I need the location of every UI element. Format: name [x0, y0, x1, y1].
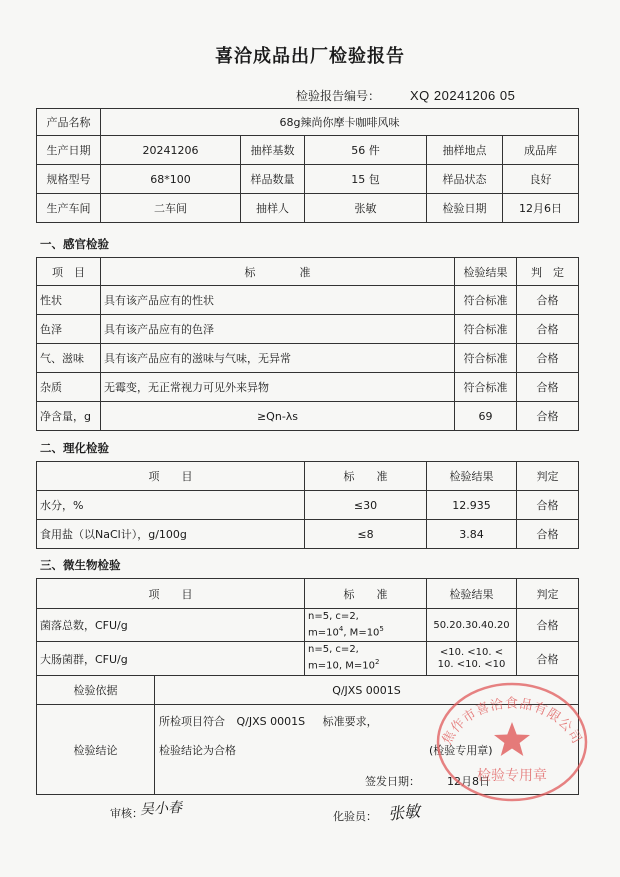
- row-standard: ≥Qn-λs: [101, 402, 455, 431]
- std-line: n=5, c=2,: [308, 644, 359, 656]
- conclusion-line-1: [159, 713, 378, 729]
- table-row: [37, 286, 579, 315]
- row-result: 符合标准: [455, 344, 517, 373]
- workshop: 二车间: [101, 194, 241, 223]
- micro-head-judge: 判定: [517, 579, 579, 609]
- physchem-head-standard: 标 准: [305, 462, 427, 491]
- conclusion-body: [155, 705, 579, 795]
- table-row: [37, 315, 579, 344]
- table-row: [37, 491, 579, 520]
- sensory-table: [36, 257, 579, 431]
- row-judge: 合格: [517, 491, 579, 520]
- info-table: [36, 108, 579, 223]
- row-item: 杂质: [37, 373, 101, 402]
- row-judge: 合格: [517, 609, 579, 642]
- sample-base-label: 抽样基数: [241, 136, 305, 165]
- row-standard: 具有该产品应有的滋味与气味，无异常: [101, 344, 455, 373]
- stamp-subtext: 检验专用章: [477, 768, 547, 784]
- stamp-arc-text: 焦作市喜洽食品有限公司: [439, 696, 585, 748]
- row-item: 性状: [37, 286, 101, 315]
- table-row: [37, 373, 579, 402]
- sample-base: 56 件: [305, 136, 427, 165]
- result-line: 10. <10. <10: [437, 658, 506, 670]
- issue-date: 12月8日: [447, 775, 490, 788]
- table-row: [37, 642, 579, 676]
- report-number-value: XQ 20241206 05: [410, 88, 516, 103]
- row-standard: [305, 642, 427, 676]
- product-name-label: 产品名称: [37, 109, 101, 136]
- spec-label: 规格型号: [37, 165, 101, 194]
- test-date-label: 检验日期: [427, 194, 503, 223]
- sensory-heading: 一、感官检验: [40, 237, 109, 251]
- sample-qty: 15 包: [305, 165, 427, 194]
- physchem-head-item: 项 目: [37, 462, 305, 491]
- sample-state: 良好: [503, 165, 579, 194]
- micro-head-standard: 标 准: [305, 579, 427, 609]
- std-line: [308, 623, 423, 639]
- basis-label: 检验依据: [37, 676, 155, 705]
- row-item: 气、滋味: [37, 344, 101, 373]
- row-result: [427, 642, 517, 676]
- row-judge: 合格: [517, 315, 579, 344]
- row-result: 符合标准: [455, 286, 517, 315]
- row-judge: 合格: [517, 286, 579, 315]
- product-name: 68g辣尚你摩卡咖啡风味: [101, 109, 579, 136]
- table-row: [37, 609, 579, 642]
- row-result: 69: [455, 402, 517, 431]
- table-row: [37, 344, 579, 373]
- row-item: 水分，%: [37, 491, 305, 520]
- physchem-head-result: 检验结果: [427, 462, 517, 491]
- sample-state-label: 样品状态: [427, 165, 503, 194]
- row-item: 菌落总数，CFU/g: [37, 609, 305, 642]
- std-part: , M=10: [343, 627, 380, 639]
- sensory-head-result: 检验结果: [455, 258, 517, 286]
- report-number: [296, 87, 515, 104]
- prod-date-label: 生产日期: [37, 136, 101, 165]
- row-judge: 合格: [517, 373, 579, 402]
- reviewer-signature: 吴小春: [139, 799, 183, 819]
- sensory-head-item: 项 目: [37, 258, 101, 286]
- row-standard: [305, 609, 427, 642]
- table-row: [37, 402, 579, 431]
- micro-heading: 三、微生物检验: [40, 558, 121, 572]
- row-judge: 合格: [517, 344, 579, 373]
- workshop-label: 生产车间: [37, 194, 101, 223]
- conclusion-line-2: 检验结论为合格: [159, 744, 236, 757]
- report-title: 喜洽成品出厂检验报告: [215, 46, 405, 67]
- std-line: [308, 656, 423, 672]
- std-line: n=5, c=2,: [308, 610, 359, 622]
- sampler: 张敏: [305, 194, 427, 223]
- sample-qty-label: 样品数量: [241, 165, 305, 194]
- std-exponent: 5: [379, 624, 384, 633]
- std-exponent: 2: [374, 658, 380, 667]
- sensory-head-judge: 判 定: [517, 258, 579, 286]
- conclusion-text: 所检项目符合: [159, 715, 225, 728]
- sensory-head-standard: 标 准: [101, 258, 455, 286]
- micro-head-result: 检验结果: [427, 579, 517, 609]
- reviewer-label: 审核：: [110, 807, 143, 820]
- result-line: <10. <10. <: [439, 646, 504, 658]
- prod-date: 20241206: [101, 136, 241, 165]
- conclusion-text: 标准要求，: [322, 715, 378, 728]
- report-number-label: 检验报告编号：: [296, 89, 381, 103]
- physchem-table: [36, 461, 579, 549]
- conclusion-label: 检验结论: [37, 705, 155, 795]
- test-date: 12月6日: [503, 194, 579, 223]
- physchem-heading: 二、理化检验: [40, 441, 109, 455]
- row-result: 50.20.30.40.20: [427, 609, 517, 642]
- spec: 68*100: [101, 165, 241, 194]
- sampler-label: 抽样人: [241, 194, 305, 223]
- std-part: m=10: [308, 627, 339, 639]
- row-result: 3.84: [427, 520, 517, 549]
- sample-place: 成品库: [503, 136, 579, 165]
- sample-place-label: 抽样地点: [427, 136, 503, 165]
- physchem-head-judge: 判定: [517, 462, 579, 491]
- row-item: 色泽: [37, 315, 101, 344]
- row-standard: 具有该产品应有的性状: [101, 286, 455, 315]
- row-standard: ≤8: [305, 520, 427, 549]
- row-standard: ≤30: [305, 491, 427, 520]
- row-judge: 合格: [517, 402, 579, 431]
- std-exponent: 4: [338, 624, 344, 633]
- row-result: 12.935: [427, 491, 517, 520]
- row-judge: 合格: [517, 642, 579, 676]
- stamp-note: (检验专用章): [429, 744, 493, 757]
- inspector-label: 化验员：: [333, 810, 377, 823]
- row-standard: 具有该产品应有的色泽: [101, 315, 455, 344]
- std-part: m=10, M=10: [308, 660, 375, 672]
- row-item: 大肠菌群，CFU/g: [37, 642, 305, 676]
- inspector-signature: 张敏: [387, 801, 422, 824]
- micro-head-item: 项 目: [37, 579, 305, 609]
- row-judge: 合格: [517, 520, 579, 549]
- table-row: [37, 520, 579, 549]
- row-result: 符合标准: [455, 373, 517, 402]
- conclusion-standard: Q/JXS 0001S: [236, 715, 306, 728]
- micro-table: [36, 578, 579, 795]
- issue-date-label: 签发日期：: [365, 775, 420, 788]
- row-item: 食用盐（以NaCl计），g/100g: [37, 520, 305, 549]
- row-item: 净含量，g: [37, 402, 101, 431]
- row-standard: 无霉变，无正常视力可见外来异物: [101, 373, 455, 402]
- basis-value: Q/JXS 0001S: [155, 676, 579, 705]
- row-result: 符合标准: [455, 315, 517, 344]
